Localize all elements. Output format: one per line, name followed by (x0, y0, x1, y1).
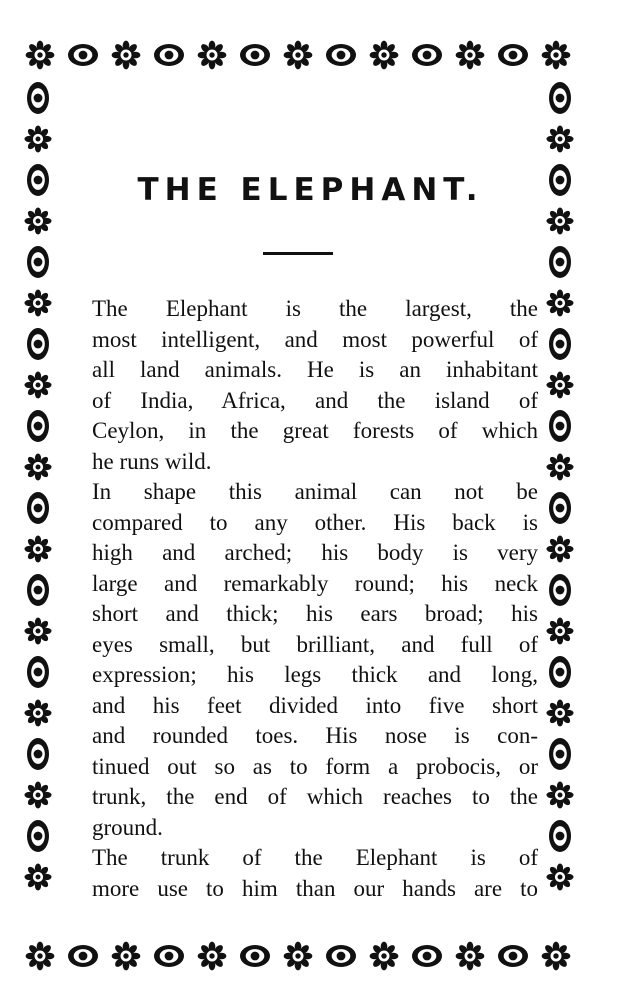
floral-rosette-icon (326, 44, 356, 66)
floral-rosette-icon (25, 782, 52, 809)
text-line: and his feet divided into five short (92, 692, 538, 718)
floral-rosette-icon (549, 328, 571, 360)
text-line: large and remarkably round; his neck (92, 570, 538, 596)
floral-rosette-icon (547, 126, 574, 153)
paragraph-2 (62, 477, 538, 843)
text-line: ground. (92, 814, 163, 840)
floral-rosette-icon (68, 44, 98, 66)
floral-rosette-icon (549, 492, 571, 524)
text-line: and rounded toes. His nose is con- (92, 723, 538, 748)
text-line: eyes small, but brilliant, and full of (92, 631, 538, 657)
floral-rosette-icon (547, 864, 574, 891)
paragraph-3 (62, 843, 538, 904)
floral-rosette-icon (25, 618, 52, 645)
floral-rosette-icon (547, 700, 574, 727)
text-line: compared to any other. His back is (92, 509, 538, 535)
floral-rosette-icon (549, 656, 571, 688)
floral-rosette-icon (284, 41, 313, 70)
floral-rosette-icon (198, 41, 227, 70)
floral-rosette-icon (25, 290, 52, 317)
floral-rosette-icon (27, 574, 49, 606)
floral-rosette-icon (549, 574, 571, 606)
floral-rosette-icon (549, 738, 571, 770)
floral-rosette-icon (547, 782, 574, 809)
text-line: more use to him than our hands are to (92, 875, 538, 901)
text-line: of India, Africa, and the island of (92, 387, 538, 413)
floral-rosette-icon (547, 618, 574, 645)
floral-rosette-icon (198, 942, 227, 971)
floral-rosette-icon (27, 328, 49, 360)
body-text (62, 294, 538, 904)
floral-rosette-icon (326, 945, 356, 967)
text-line: all land animals. He is an inhabitant (92, 357, 538, 382)
chapter-heading: THE ELEPHANT. (137, 172, 484, 208)
floral-rosette-icon (25, 700, 52, 727)
floral-rosette-icon (549, 820, 571, 852)
floral-rosette-icon (542, 942, 571, 971)
floral-rosette-icon (27, 492, 49, 524)
floral-rosette-icon (27, 820, 49, 852)
text-line: The Elephant is the largest, the (92, 296, 538, 321)
floral-rosette-icon (547, 454, 574, 481)
text-line: expression; his legs thick and long, (92, 662, 538, 687)
text-line: short and thick; his ears broad; his (92, 601, 538, 626)
floral-rosette-icon (25, 372, 52, 399)
floral-rosette-icon (456, 41, 485, 70)
floral-rosette-icon (456, 942, 485, 971)
floral-rosette-icon (498, 945, 528, 967)
floral-rosette-icon (412, 945, 442, 967)
floral-rosette-icon (27, 656, 49, 688)
floral-rosette-icon (25, 864, 52, 891)
text-line: tinued out so as to form a probocis, or (92, 753, 538, 779)
floral-rosette-icon (27, 410, 49, 442)
title-rule (263, 252, 333, 255)
floral-rosette-icon (112, 942, 141, 971)
text-line: In shape this animal can not be (92, 479, 538, 504)
floral-rosette-icon (154, 44, 184, 66)
floral-rosette-icon (547, 536, 574, 563)
floral-rosette-icon (240, 44, 270, 66)
text-line: trunk, the end of which reaches to the (92, 784, 538, 809)
paragraph-1 (62, 294, 538, 477)
floral-rosette-icon (25, 536, 52, 563)
floral-rosette-icon (25, 208, 52, 235)
floral-rosette-icon (549, 410, 571, 442)
floral-rosette-icon (370, 942, 399, 971)
floral-rosette-icon (240, 945, 270, 967)
floral-rosette-icon (547, 208, 574, 235)
text-line: most intelligent, and most powerful of (92, 326, 538, 352)
floral-rosette-icon (549, 246, 571, 278)
floral-rosette-icon (68, 945, 98, 967)
floral-rosette-icon (547, 372, 574, 399)
floral-rosette-icon (549, 82, 571, 114)
floral-rosette-icon (112, 41, 141, 70)
floral-rosette-icon (284, 942, 313, 971)
text-line: Ceylon, in the great forests of which (92, 418, 538, 443)
floral-rosette-icon (27, 82, 49, 114)
floral-rosette-icon (542, 41, 571, 70)
text-line: high and arched; his body is very (92, 540, 538, 565)
floral-rosette-icon (154, 945, 184, 967)
floral-rosette-icon (27, 738, 49, 770)
floral-rosette-icon (498, 44, 528, 66)
floral-rosette-icon (26, 942, 55, 971)
text-line: The trunk of the Elephant is of (92, 845, 538, 870)
floral-rosette-icon (25, 126, 52, 153)
floral-rosette-icon (27, 246, 49, 278)
text-line: he runs wild. (92, 448, 212, 474)
floral-rosette-icon (370, 41, 399, 70)
floral-rosette-icon (26, 41, 55, 70)
floral-rosette-icon (412, 44, 442, 66)
floral-rosette-icon (547, 290, 574, 317)
floral-rosette-icon (25, 454, 52, 481)
